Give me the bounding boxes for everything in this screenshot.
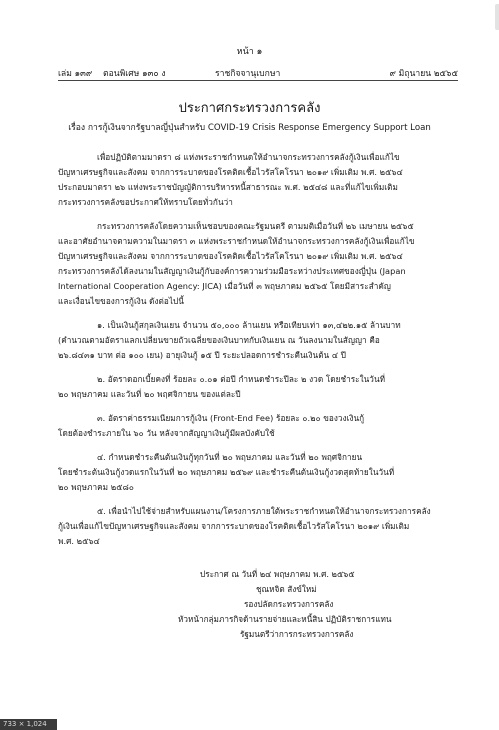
body-line: ๓. อัตราค่าธรรมเนียมการกู้เงิน (Front-End Fee) ร้อยละ ๐.๒๐ ของวงเงินกู้ xyxy=(97,413,365,423)
body-line: กระทรวงการคลังได้ลงนามในสัญญาเงินกู้กับองค์การความร่วมมือระหว่างประเทศของญี่ปุ่น (Japan xyxy=(58,266,406,276)
body-line: โดยชำระต้นเงินกู้งวดแรกในวันที่ ๒๐ พฤษภาคม ๒๕๖๙ และชำระคืนต้นเงินกู้งวดสุดท้ายในวันที่ xyxy=(58,467,395,477)
body-line: (คำนวณตามอัตราแลกเปลี่ยนขายถัวเฉลี่ยของเงินบาทกับเงินเยน ณ วันลงนามในสัญญา คือ xyxy=(58,335,380,345)
minister-title: รัฐมนตรีว่าการกระทรวงการคลัง xyxy=(240,629,354,639)
body-line: กู้เงินเพื่อแก้ไขปัญหาเศรษฐกิจและสังคม จากการระบาดของโรคติดเชื้อไวรัสโคโรนา ๒๐๑๙ เพิ่มเติม xyxy=(58,521,410,531)
body-line: และอาศัยอำนาจตามความในมาตรา ๓ แห่งพระราชกำหนดให้อำนาจกระทรวงการคลังกู้เงินเพื่อแก้ไข xyxy=(58,236,415,246)
document-title: ประกาศกระทรวงการคลัง xyxy=(178,101,321,116)
body-line: โดยต้องชำระภายใน ๖๐ วัน หลังจากสัญญาเงินกู้มีผลบังคับใช้ xyxy=(58,428,275,438)
body-line: ๒. อัตราดอกเบี้ยคงที่ ร้อยละ ๐.๐๑ ต่อปี กำหนดชำระปีละ ๒ งวด โดยชำระในวันที่ xyxy=(97,374,386,384)
body-line: ประกอบมาตรา ๒๖ แห่งพระราชบัญญัติการบริหารหนี้สาธารณะ พ.ศ. ๒๕๔๘ และที่แก้ไขเพิ่มเติม xyxy=(58,182,398,192)
viewer-edge-tab xyxy=(495,4,499,30)
body-line: ๒๖.๘๔๓๑ บาท ต่อ ๑๐๐ เยน) อายุเงินกู้ ๑๕ ปี ระยะปลอดการชำระคืนเงินต้น ๔ ปี xyxy=(58,350,347,360)
acting-on-behalf: หัวหน้ากลุ่มภารกิจด้านรายจ่ายและหนี้สิน ปฏิบัติราชการแทน xyxy=(178,614,392,624)
signatory-name: ชุณหจิต สังข์ใหม่ xyxy=(256,584,317,594)
body-line: ๒๐ พฤษภาคม และวันที่ ๒๐ พฤศจิกายน ของแต่ละปี xyxy=(58,389,241,399)
gazette-name: ราชกิจจานุเบกษา xyxy=(215,69,281,79)
gazette-date: ๙ มิถุนายน ๒๕๖๕ xyxy=(389,69,458,79)
volume-number: เล่ม ๑๓๙ xyxy=(58,69,93,79)
image-size-label: 733 × 1,024 xyxy=(0,719,57,730)
announcement-date: ประกาศ ณ วันที่ ๒๔ พฤษภาคม พ.ศ. ๒๕๖๕ xyxy=(200,569,355,579)
body-line: ปัญหาเศรษฐกิจและสังคม จากการระบาดของโรคติดเชื้อไวรัสโคโรนา ๒๐๑๙ เพิ่มเติม พ.ศ. ๒๕๖๔ xyxy=(58,167,403,177)
body-line: พ.ศ. ๒๕๖๔ xyxy=(58,536,100,546)
body-line: และเงื่อนไขของการกู้เงิน ดังต่อไปนี้ xyxy=(58,296,184,306)
body-line: กระทรวงการคลังโดยความเห็นชอบของคณะรัฐมนตรี ตามมติเมื่อวันที่ ๒๖ เมษายน ๒๕๖๕ xyxy=(97,221,414,231)
header-divider xyxy=(58,80,458,81)
body-line: ๒๐ พฤษภาคม ๒๕๘๐ xyxy=(58,482,134,492)
page-number: หน้า ๑ xyxy=(236,47,263,57)
body-line: ปัญหาเศรษฐกิจและสังคม จากการระบาดของโรคติดเชื้อไวรัสโคโรนา ๒๐๑๙ เพิ่มเติม พ.ศ. ๒๕๖๔ xyxy=(58,251,403,261)
body-line: ๑. เป็นเงินกู้สกุลเงินเยน จำนวน ๕๐,๐๐๐ ล้านเยน หรือเทียบเท่า ๑๓,๔๒๒.๑๕ ล้านบาท xyxy=(97,320,401,330)
body-line: ๔. กำหนดชำระคืนต้นเงินกู้ทุกวันที่ ๒๐ พฤษภาคม และวันที่ ๒๐ พฤศจิกายน xyxy=(97,452,363,462)
body-line: International Cooperation Agency: JICA) เมื่อวันที่ ๓ พฤษภาคม ๒๕๖๕ โดยมีสาระสำคัญ xyxy=(58,281,391,291)
body-line: กระทรวงการคลังขอประกาศให้ทราบโดยทั่วกันว่า xyxy=(58,197,233,207)
special-section: ตอนพิเศษ ๑๓๐ ง xyxy=(103,69,166,79)
body-line: ๕. เพื่อนำไปใช้จ่ายสำหรับแผนงาน/โครงการภายใต้พระราชกำหนดให้อำนาจกระทรวงการคลัง xyxy=(97,506,431,516)
signatory-position: รองปลัดกระทรวงการคลัง xyxy=(244,599,334,609)
document-subject: เรื่อง การกู้เงินจากรัฐบาลญี่ปุ่นสำหรับ COVID-19 Crisis Response Emergency Support Loan xyxy=(68,123,431,133)
body-line: เพื่อปฏิบัติตามมาตรา ๘ แห่งพระราชกำหนดให้อำนาจกระทรวงการคลังกู้เงินเพื่อแก้ไข xyxy=(97,152,400,162)
